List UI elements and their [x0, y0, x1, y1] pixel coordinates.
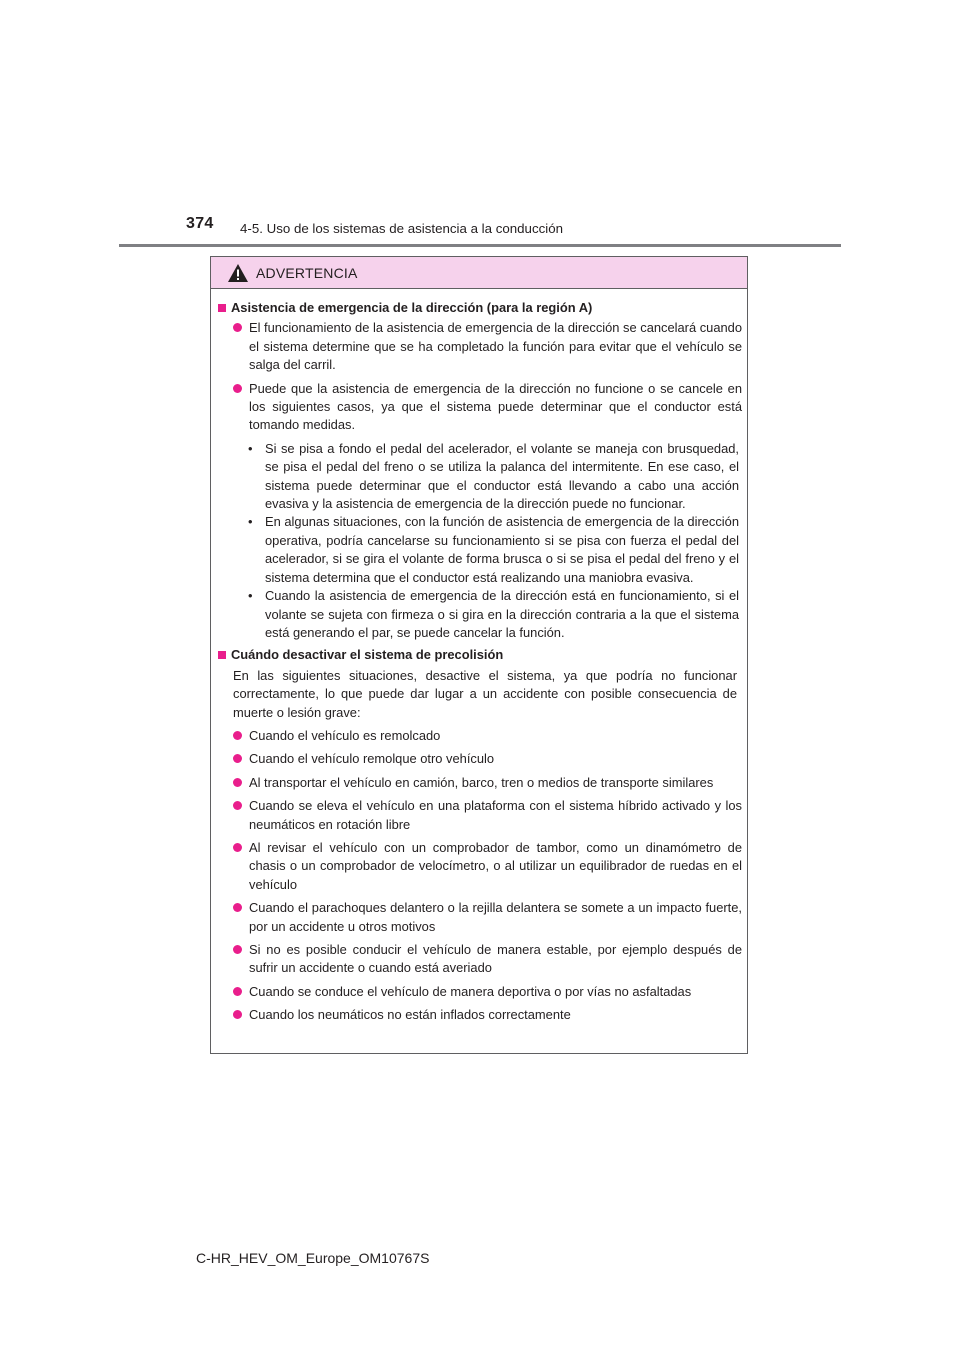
- round-bullet-icon: [233, 843, 242, 852]
- list-item-text: Al transportar el vehículo en camión, barco, tren o medios de transporte similares: [249, 774, 714, 790]
- list-item: [233, 727, 742, 745]
- list-item: [233, 797, 742, 834]
- list-item-text: Puede que la asistencia de emergencia de la dirección no funcione o se cancele en los siguientes casos, ya que el sistema puede determinar que el conductor está tomando medidas.: [249, 380, 742, 433]
- section-heading-text: Cuándo desactivar el sistema de precolisión: [231, 647, 504, 663]
- list-item: [233, 380, 742, 435]
- list-item-text: El funcionamiento de la asistencia de emergencia de la dirección se cancelará cuando el sistema determine que se ha completado la función para evitar que el vehículo se salga del carril.: [249, 320, 743, 373]
- list-item: [233, 1006, 742, 1024]
- list-item-text: Cuando se eleva el vehículo en una plataforma con el sistema híbrido activado y los neumáticos en rotación libre: [249, 798, 742, 832]
- section-title: 4-5. Uso de los sistemas de asistencia a la conducción: [240, 221, 563, 236]
- square-bullet-icon: [218, 304, 226, 312]
- warning-title: ADVERTENCIA: [256, 264, 358, 281]
- round-bullet-icon: [233, 778, 242, 787]
- list-item-text: Al revisar el vehículo con un comprobador de tambor, como un dinamómetro de chasis o un comprobador de velocímetro, o al utilizar un equilibrador de ruedas en el vehículo: [249, 839, 742, 892]
- list-item: [233, 899, 742, 936]
- sub-bullet-icon: •: [248, 514, 253, 530]
- list-item: [233, 319, 742, 374]
- round-bullet-icon: [233, 801, 242, 810]
- page-number: 374: [186, 215, 214, 232]
- list-item-text: Cuando el parachoques delantero o la rejilla delantera se somete a un impacto fuerte, por un accidente u otros motivos: [249, 900, 742, 934]
- warning-body: [211, 289, 747, 1025]
- round-bullet-icon: [233, 384, 242, 393]
- list-item-text: Cuando los neumáticos no están inflados correctamente: [249, 1007, 571, 1023]
- square-bullet-icon: [218, 651, 226, 659]
- warning-box: [210, 256, 748, 1054]
- round-bullet-icon: [233, 323, 242, 332]
- round-bullet-icon: [233, 987, 242, 996]
- section-heading-text: Asistencia de emergencia de la dirección (para la región A): [231, 300, 593, 315]
- list-item: [233, 750, 742, 768]
- sub-list-item-text: En algunas situaciones, con la función de asistencia de emergencia de la dirección operativa, podría cancelarse su funcionamiento si se pisa con fuerza el pedal del acelerador, si se gira el volante de forma brusca o si se pisa el pedal del freno y el sistema determina que el conductor está realizando una maniobra evasiva.: [265, 514, 739, 585]
- warning-header: [211, 257, 747, 289]
- header-divider: [119, 244, 841, 247]
- warning-triangle-icon: [227, 263, 249, 283]
- list-item-text: Cuando el vehículo es remolcado: [249, 727, 441, 743]
- round-bullet-icon: [233, 754, 242, 763]
- list-item: [233, 941, 742, 978]
- sub-list-item: [248, 587, 739, 642]
- sub-bullet-icon: •: [248, 440, 253, 456]
- section-heading: [218, 646, 742, 664]
- sub-list-item: [248, 440, 739, 514]
- list-item-text: Si no es posible conducir el vehículo de manera estable, por ejemplo después de sufrir un accidente o cuando está averiado: [249, 942, 742, 976]
- sub-bullet-icon: •: [248, 588, 253, 604]
- sub-list-item: [248, 513, 739, 587]
- section-intro: En las siguientes situaciones, desactive el sistema, ya que podría no funcionar correctamente, lo que puede dar lugar a un accidente con posible consecuencia de muerte o lesión grave:: [233, 667, 737, 720]
- list-item: [233, 774, 742, 792]
- list-item-text: Cuando el vehículo remolque otro vehículo: [249, 751, 495, 767]
- round-bullet-icon: [233, 903, 242, 912]
- round-bullet-icon: [233, 1010, 242, 1019]
- list-item-text: Cuando se conduce el vehículo de manera deportiva o por vías no asfaltadas: [249, 983, 692, 999]
- section-heading: [218, 299, 742, 317]
- sub-list-item-text: Cuando la asistencia de emergencia de la dirección está en funcionamiento, si el volante se sujeta con firmeza o si gira en la dirección contraria a la que el sistema está generando el par, se puede cancelar la función.: [265, 588, 739, 640]
- round-bullet-icon: [233, 945, 242, 954]
- list-item: [233, 983, 742, 1001]
- document-id: C-HR_HEV_OM_Europe_OM10767S: [196, 1250, 430, 1266]
- list-item: [233, 839, 742, 894]
- sub-list-item-text: Si se pisa a fondo el pedal del acelerador, el volante se maneja con brusquedad, se pisa el pedal del freno o se utiliza la palanca del intermitente. En ese caso, el sistema puede determinar que el conductor está llevando a cabo una acción evasiva y la asistencia de emergencia de la dirección puede no funcionar.: [265, 440, 739, 512]
- round-bullet-icon: [233, 731, 242, 740]
